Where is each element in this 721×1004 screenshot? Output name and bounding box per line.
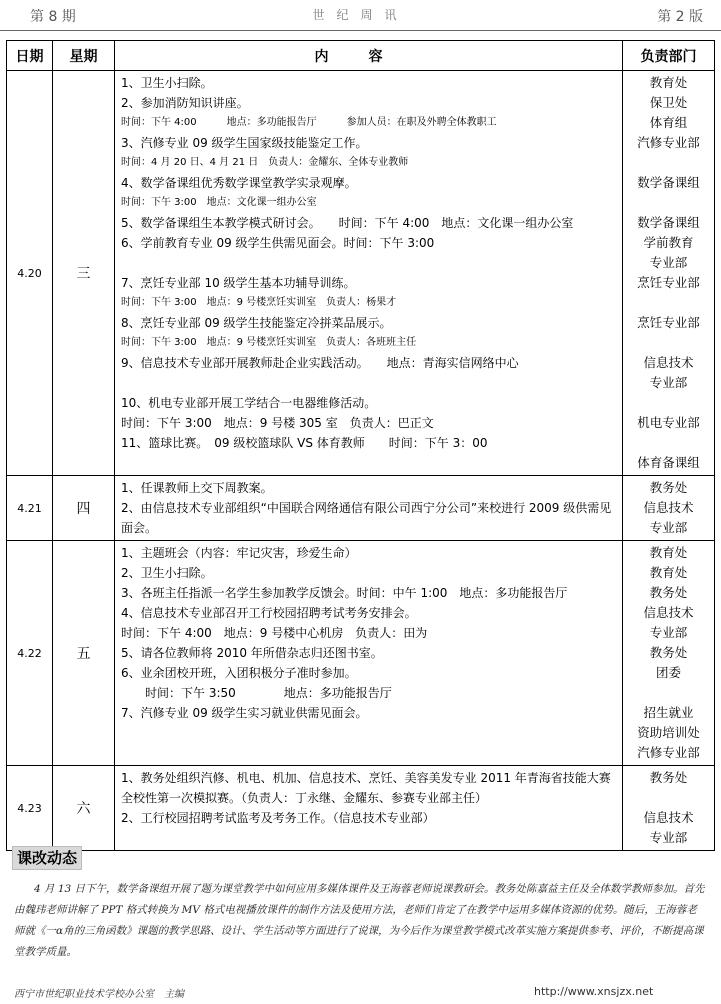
content-line: 时间：下午 3:00 地点：9 号楼 305 室 负责人：巴正文 (121, 416, 434, 430)
department-label: 资助培训处 (637, 725, 700, 740)
department-label: 专业部 (649, 375, 688, 390)
content-line: 7、烹饪专业部 10 级学生基本功辅导训练。 (121, 276, 356, 290)
department-label: 专业部 (649, 830, 688, 845)
row-content (115, 766, 623, 851)
content-line: 8、烹饪专业部 09 级学生技能鉴定冷拼菜品展示。 (121, 316, 392, 330)
row-date: 4.23 (7, 766, 53, 851)
department-label: 保卫处 (649, 95, 688, 110)
table-header-row (7, 41, 715, 71)
table-row (7, 71, 715, 476)
department-label: 烹饪专业部 (637, 275, 700, 290)
department-label: 信息技术 (643, 355, 694, 370)
row-date: 4.20 (7, 71, 53, 476)
content-line: 9、信息技术专业部开展教师赴企业实践活动。 地点：青海实信网络中心 (121, 356, 519, 370)
table-row (7, 476, 715, 541)
department-label: 学前教育 (643, 235, 694, 250)
row-weekday: 四 (53, 476, 115, 541)
row-weekday: 六 (53, 766, 115, 851)
reform-heading: 课改动态 (12, 846, 82, 870)
department-label: 团委 (655, 665, 681, 680)
department-label: 教育处 (649, 565, 688, 580)
content-line: 3、汽修专业 09 级学生国家级技能鉴定工作。 (121, 136, 368, 150)
department-label: 信息技术 (643, 605, 694, 620)
content-line: 2、由信息技术专业部组织“中国联合网络通信有限公司西宁分公司”来校进行 2009 级供需见面会。 (121, 501, 612, 535)
department-label: 教务处 (649, 585, 688, 600)
department-label: 烹饪专业部 (637, 315, 700, 330)
content-line: 4、数学备课组优秀数学课堂教学实录观摩。 (121, 176, 357, 190)
row-departments (623, 766, 715, 851)
content-line: 1、教务处组织汽修、机电、机加、信息技术、烹饪、美容美发专业 2011 年青海省技能大赛全校性第一次模拟赛。（负责人：丁永继、金耀东、参赛专业部主任） (121, 771, 611, 805)
department-label: 教务处 (649, 480, 688, 495)
reform-paragraph: 4 月 13 日下午，数学备课组开展了题为课堂教学中如何应用多媒体课件及王海蓉老师说课教研会。教务处陈嘉益主任及全体数学教师参加。首先由魏玮老师讲解了 PPT 格式转换为 MV 格式电视播放课件的制作方法及使用方法，老师们肯定了在教学中运用多媒体资源的优势。随后，王海蓉老师就《一α角的三角函数》课题的教学思路、设计、学生活动等方面进行了说课，为今后作为课堂教学模式改革实施方案提供参考、评价，不断提高课堂教学质量。 (14, 883, 705, 958)
department-label: 专业部 (649, 625, 688, 640)
department-label: 专业部 (649, 520, 688, 535)
department-label (623, 153, 714, 173)
content-line: 2、工行校园招聘考试监考及考务工作。（信息技术专业部） (121, 811, 435, 825)
newsletter-title: 世纪周讯 (312, 8, 409, 22)
footer-url: http://www.xnsjzx.net (534, 985, 654, 998)
content-line: 5、数学备课组生本教学模式研讨会。 时间：下午 4:00 地点：文化课一组办公室 (121, 216, 574, 230)
department-label: 数学备课组 (637, 215, 700, 230)
header-date: 日期 (7, 41, 53, 71)
row-weekday: 三 (53, 71, 115, 476)
content-line: 1、任课教师上交下周教案。 (121, 481, 273, 495)
department-label: 体育备课组 (637, 455, 700, 470)
content-line: 10、机电专业部开展工学结合一电器维修活动。 (121, 396, 377, 410)
row-departments (623, 541, 715, 766)
content-line: 时间：4 月 20 日、4 月 21 日 负责人：金耀东、全体专业教师 (121, 157, 409, 168)
content-line: 4、信息技术专业部召开工行校园招聘考试考务安排会。 (121, 606, 417, 620)
row-content (115, 476, 623, 541)
department-label: 教务处 (649, 770, 688, 785)
content-line: 时间：下午 3:50 地点：多功能报告厅 (121, 686, 392, 700)
row-content (115, 541, 623, 766)
content-line: 5、请各位教师将 2010 年所借杂志归还图书室。 (121, 646, 383, 660)
spacer-line (121, 253, 618, 273)
department-label: 教务处 (649, 645, 688, 660)
department-label: 汽修专业部 (637, 135, 700, 150)
department-label: 机电专业部 (637, 415, 700, 430)
content-line: 6、业余团校开班，入团积极分子准时参加。 (121, 666, 357, 680)
content-line: 时间：下午 4:00 地点：多功能报告厅 参加人员：在职及外聘全体教职工 (121, 117, 497, 128)
content-line: 2、参加消防知识讲座。 (121, 96, 249, 110)
department-label: 教育处 (649, 75, 688, 90)
content-line: 时间：下午 4:00 地点：9 号楼中心机房 负责人：田为 (121, 626, 428, 640)
department-label: 数学备课组 (637, 175, 700, 190)
row-date: 4.21 (7, 476, 53, 541)
row-content (115, 71, 623, 476)
department-label (623, 333, 714, 353)
row-departments (623, 71, 715, 476)
content-line: 11、篮球比赛。 09 级校篮球队 VS 体育教师 时间：下午 3：00 (121, 436, 488, 450)
department-label: 体育组 (649, 115, 688, 130)
department-label: 信息技术 (643, 810, 694, 825)
department-label (623, 683, 714, 703)
content-line: 2、卫生小扫除。 (121, 566, 213, 580)
content-line: 时间：下午 3:00 地点：9 号楼烹饪实训室 负责人：杨果才 (121, 297, 397, 308)
content-line: 时间：下午 3:00 地点：9 号楼烹饪实训室 负责人：各班班主任 (121, 337, 417, 348)
department-label (623, 433, 714, 453)
issue-number: 第 8 期 (30, 9, 76, 25)
row-weekday: 五 (53, 541, 115, 766)
content-line: 1、卫生小扫除。 (121, 76, 213, 90)
header-content: 内容 (115, 41, 623, 71)
content-line: 时间：下午 3:00 地点：文化课一组办公室 (121, 197, 317, 208)
page-header (0, 0, 721, 31)
header-weekday: 星期 (53, 41, 115, 71)
row-departments (623, 476, 715, 541)
footer-editor: 西宁市世纪职业技术学校办公室 主编 (14, 989, 184, 1000)
department-label (623, 788, 714, 808)
department-label: 信息技术 (643, 500, 694, 515)
department-label: 教育处 (649, 545, 688, 560)
content-line: 7、汽修专业 09 级学生实习就业供需见面会。 (121, 706, 368, 720)
content-line: 3、各班主任指派一名学生参加教学反馈会。时间：中午 1:00 地点：多功能报告厅 (121, 586, 568, 600)
department-label: 招生就业 (643, 705, 694, 720)
row-date: 4.22 (7, 541, 53, 766)
schedule-table (6, 40, 715, 851)
department-label: 专业部 (649, 255, 688, 270)
department-label: 汽修专业部 (637, 745, 700, 760)
content-line: 6、学前教育专业 09 级学生供需见面会。时间：下午 3:00 (121, 236, 435, 250)
content-line: 1、主题班会（内容：牢记灾害，珍爱生命） (121, 546, 357, 560)
header-dept: 负责部门 (623, 41, 715, 71)
table-row (7, 766, 715, 851)
department-label (623, 293, 714, 313)
department-label (623, 193, 714, 213)
page-number: 第 2 版 (657, 9, 703, 25)
table-row (7, 541, 715, 766)
spacer-line (121, 373, 618, 393)
department-label (623, 393, 714, 413)
